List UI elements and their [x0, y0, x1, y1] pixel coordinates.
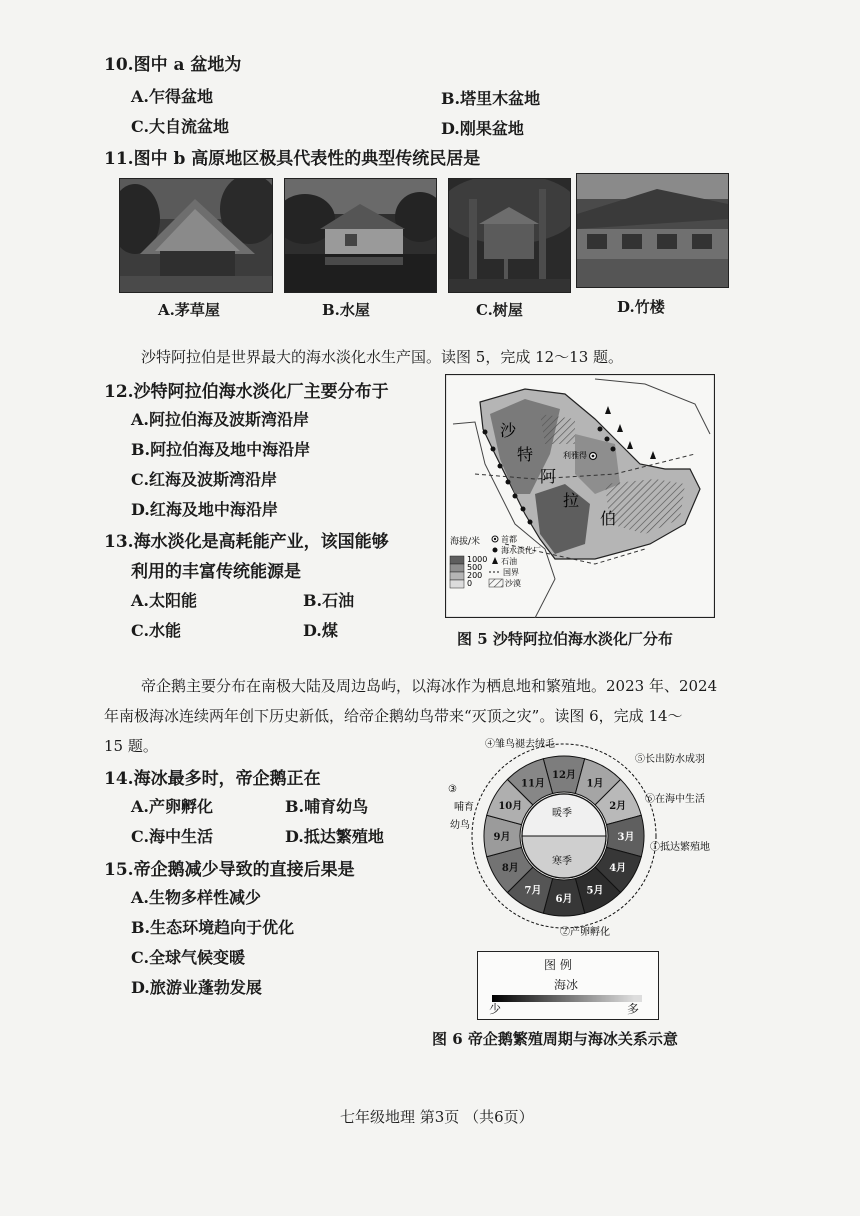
q11-stem: 11.图中 b 高原地区极具代表性的典型传统民居是 — [104, 149, 481, 169]
q12-option-d[interactable]: D.红海及地中海沿岸 — [131, 500, 278, 519]
q11-option-d[interactable]: D.竹楼 — [617, 298, 665, 316]
legend-seaice-label: 海冰 — [554, 978, 579, 992]
water-house-photo — [284, 178, 437, 293]
q12-stem: 12.沙特阿拉伯海水淡化厂主要分布于 — [104, 382, 389, 402]
q13-option-d[interactable]: D.煤 — [303, 621, 338, 640]
map-char-1: 沙 — [500, 421, 517, 440]
tree-house-photo — [448, 178, 571, 293]
thatched-hut-photo — [119, 178, 273, 293]
month-label: 10月 — [498, 801, 523, 812]
q10-stem: 10.图中 a 盆地为 — [104, 55, 242, 75]
month-label: 5月 — [586, 885, 604, 897]
q14-option-a[interactable]: A.产卵孵化 — [131, 797, 213, 816]
intro-fig5: 沙特阿拉伯是世界最大的海水淡化水生产国。读图 5，完成 12～13 题。 — [141, 348, 624, 366]
fig6-legend — [477, 951, 659, 1020]
q13-stem-line2: 利用的丰富传统能源是 — [131, 562, 301, 582]
fig5-caption: 图 5 沙特阿拉伯海水淡化厂分布 — [457, 630, 673, 648]
q11-option-b[interactable]: B.水屋 — [322, 301, 370, 319]
q12-option-b[interactable]: B.阿拉伯海及地中海沿岸 — [131, 440, 311, 459]
cold-season-label: 寒季 — [552, 856, 572, 867]
legend-desalination: 海水淡化厂 — [501, 546, 541, 555]
legend-gradient-bar — [492, 995, 642, 1002]
legend-heading: 图 例 — [544, 958, 572, 972]
q11-option-a[interactable]: A.茅草屋 — [158, 301, 220, 319]
intro-fig6-line3: 15 题。 — [104, 737, 158, 755]
map-char-2: 特 — [517, 445, 534, 464]
month-label: 11月 — [521, 778, 545, 790]
q15-option-a[interactable]: A.生物多样性减少 — [131, 888, 261, 907]
q14-option-c[interactable]: C.海中生活 — [131, 827, 214, 846]
q13-stem-line1: 13.海水淡化是高耗能产业，该国能够 — [104, 532, 389, 552]
month-label: 7月 — [524, 885, 542, 897]
month-label: 6月 — [555, 894, 573, 905]
level-0: 0 — [467, 579, 473, 588]
q13-option-c[interactable]: C.水能 — [131, 621, 182, 640]
q12-option-c[interactable]: C.红海及波斯湾沿岸 — [131, 470, 278, 489]
map-char-3: 阿 — [540, 467, 557, 486]
month-label: 3月 — [617, 832, 635, 843]
q13-option-a[interactable]: A.太阳能 — [131, 591, 197, 610]
legend-desert: 沙漠 — [505, 579, 521, 588]
q14-option-b[interactable]: B.哺育幼鸟 — [285, 797, 369, 816]
warm-season-label: 暖季 — [552, 808, 572, 819]
q11-option-c[interactable]: C.树屋 — [476, 301, 523, 319]
legend-oil: 石油 — [501, 557, 517, 566]
month-label: 1月 — [586, 778, 604, 790]
q14-option-d[interactable]: D.抵达繁殖地 — [285, 827, 384, 846]
month-label: 4月 — [609, 863, 627, 874]
fig6-diagram — [440, 730, 770, 945]
capital-label: 利雅得 — [563, 451, 587, 460]
level-200: 200 — [467, 571, 483, 580]
q10-option-d[interactable]: D.刚果盆地 — [441, 119, 524, 138]
bamboo-house-photo — [576, 173, 729, 288]
map-char-4: 拉 — [563, 491, 580, 510]
legend-title: 海拔/米 — [450, 537, 481, 547]
stage6-label: ⑥在海中生活 — [645, 794, 705, 805]
map-char-5: 伯 — [600, 509, 617, 528]
fig6-caption: 图 6 帝企鹅繁殖周期与海冰关系示意 — [432, 1030, 678, 1048]
q15-stem: 15.帝企鹅减少导致的直接后果是 — [104, 860, 355, 880]
q15-option-d[interactable]: D.旅游业蓬勃发展 — [131, 978, 262, 997]
month-label: 8月 — [501, 863, 519, 874]
legend-low: 少 — [489, 1002, 502, 1016]
legend-capital: 首都 — [501, 535, 517, 544]
stage3-label-b: 幼鸟 — [450, 820, 470, 831]
month-label: 9月 — [493, 832, 511, 843]
q10-option-b[interactable]: B.塔里木盆地 — [441, 89, 541, 108]
page-footer: 七年级地理 第3页 （共6页） — [340, 1108, 534, 1126]
legend-high: 多 — [627, 1002, 640, 1016]
intro-fig6-line1: 帝企鹅主要分布在南极大陆及周边岛屿，以海冰作为栖息地和繁殖地。2023 年、2024 — [141, 677, 718, 695]
stage3-num: ③ — [448, 784, 457, 795]
level-500: 500 — [467, 563, 483, 572]
level-1000: 1000 — [467, 555, 488, 564]
q15-option-b[interactable]: B.生态环境趋向于优化 — [131, 918, 295, 937]
fig5-map — [445, 374, 715, 618]
month-label: 2月 — [609, 801, 627, 812]
q10-option-a[interactable]: A.乍得盆地 — [131, 87, 213, 106]
stage1-label: ①抵达繁殖地 — [650, 842, 710, 853]
legend-border: 国界 — [503, 568, 519, 577]
stage2-label: ②产卵孵化 — [560, 927, 610, 938]
q10-option-c[interactable]: C.大自流盆地 — [131, 117, 230, 136]
q15-option-c[interactable]: C.全球气候变暖 — [131, 948, 246, 967]
stage5-label: ⑤长出防水成羽 — [635, 754, 705, 765]
q14-stem: 14.海冰最多时，帝企鹅正在 — [104, 769, 321, 789]
intro-fig6-line2: 年南极海冰连续两年创下历史新低，给帝企鹅幼鸟带来“灭顶之灾”。读图 6，完成 14～ — [104, 707, 683, 725]
stage3-label-a: 哺育 — [454, 802, 474, 813]
month-label: 12月 — [552, 770, 576, 781]
stage4-label: ④雏鸟褪去绒毛 — [485, 739, 555, 750]
q13-option-b[interactable]: B.石油 — [303, 591, 355, 610]
q12-option-a[interactable]: A.阿拉伯海及波斯湾沿岸 — [131, 410, 309, 429]
